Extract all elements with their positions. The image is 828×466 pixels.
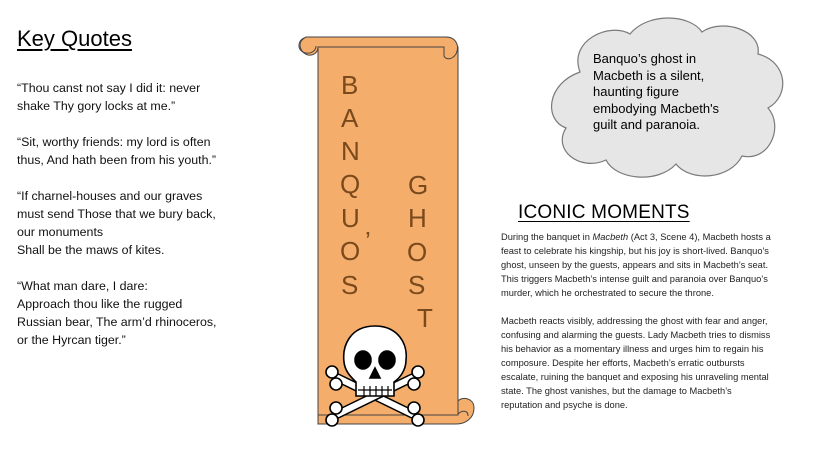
paragraph-line: [501, 230, 813, 244]
cloud-line: Macbeth is a silent,: [593, 67, 705, 83]
iconic-moments-heading: ICONIC MOMENTS: [518, 202, 690, 223]
paragraph-line: reputation and psyche is done.: [501, 400, 628, 410]
scroll-letter: Q: [340, 169, 361, 199]
paragraph-line: escalate, ruining the banquet and exposing his unraveling mental: [501, 372, 769, 382]
quote-line: “If charnel-houses and our graves: [17, 189, 203, 203]
scroll-letter: S: [408, 270, 426, 300]
quote-line: our monuments: [17, 225, 104, 239]
paragraph-line: This triggers Macbeth’s intense guilt and paranoia over Banquo’s: [501, 274, 768, 284]
skull-right-eye: [379, 351, 395, 369]
paragraph: [501, 230, 813, 300]
scroll-letter: O: [340, 236, 361, 266]
cloud-line: Banquo’s ghost in: [593, 51, 697, 66]
scroll-letter: S: [341, 270, 359, 300]
cloud-line: haunting figure: [593, 84, 680, 99]
quote-line: must send Those that we bury back,: [17, 207, 216, 221]
quote-line: shake Thy gory locks at me.”: [17, 99, 176, 113]
scroll-letter: O: [407, 237, 428, 267]
iconic-moments-body: [501, 230, 813, 426]
text-run: During the banquet in: [501, 232, 593, 242]
paragraph-line: state. The ghost vanishes, but the damage to Macbeth’s: [501, 386, 732, 396]
scroll-letter: B: [341, 70, 359, 100]
quote-line: Shall be the maws of kites.: [17, 243, 165, 257]
paragraph-line: Macbeth reacts visibly, addressing the ghost with fear and anger,: [501, 316, 768, 326]
paragraph-line: confusing and alarming the guests. Lady Macbeth tries to dismiss: [501, 330, 771, 340]
quote-line: “What man dare, I dare:: [17, 279, 148, 293]
paragraph: [501, 314, 813, 412]
text-run: (Act 3, Scene 4), Macbeth hosts a: [628, 232, 771, 242]
play-title: Macbeth: [592, 232, 629, 242]
quote-line: “Sit, worthy friends: my lord is often: [17, 135, 211, 149]
quote-line: Russian bear, The arm’d rhinoceros,: [17, 315, 217, 329]
scroll-letter: G: [408, 170, 429, 200]
scroll-letter: N: [341, 136, 360, 166]
scroll-apostrophe: ’: [365, 226, 371, 256]
key-quotes-heading: Key Quotes: [17, 26, 132, 51]
paragraph-line: feast to celebrate his kingship, but his joy is short-lived. Banquo's: [501, 246, 769, 256]
skull-left-eye: [355, 351, 371, 369]
scroll-letter: A: [341, 103, 359, 133]
paragraph-line: his behavior as a momentary illness and urges him to regain his: [501, 344, 764, 354]
scroll-letter: U: [341, 203, 360, 233]
cloud-caption: [593, 51, 743, 134]
quote-line: “Thou canst not say I did it: never: [17, 81, 201, 95]
quote-line: or the Hyrcan tiger.”: [17, 333, 126, 347]
scroll-letter: T: [417, 303, 433, 333]
paragraph-line: ghost, unseen by the guests, appears and sits in Macbeth’s seat.: [501, 260, 769, 270]
cloud-line: guilt and paranoia.: [593, 117, 700, 132]
paragraph-line: murder, which he orchestrated to secure the throne.: [501, 288, 714, 298]
scroll-letter: H: [408, 203, 427, 233]
quote-line: Approach thou like the rugged: [17, 297, 183, 311]
paragraph-line: composure. Despite her efforts, Macbeth’s erratic outbursts: [501, 358, 745, 368]
quote-line: thus, And hath been from his youth.”: [17, 153, 217, 167]
cloud-line: embodying Macbeth's: [593, 100, 720, 116]
